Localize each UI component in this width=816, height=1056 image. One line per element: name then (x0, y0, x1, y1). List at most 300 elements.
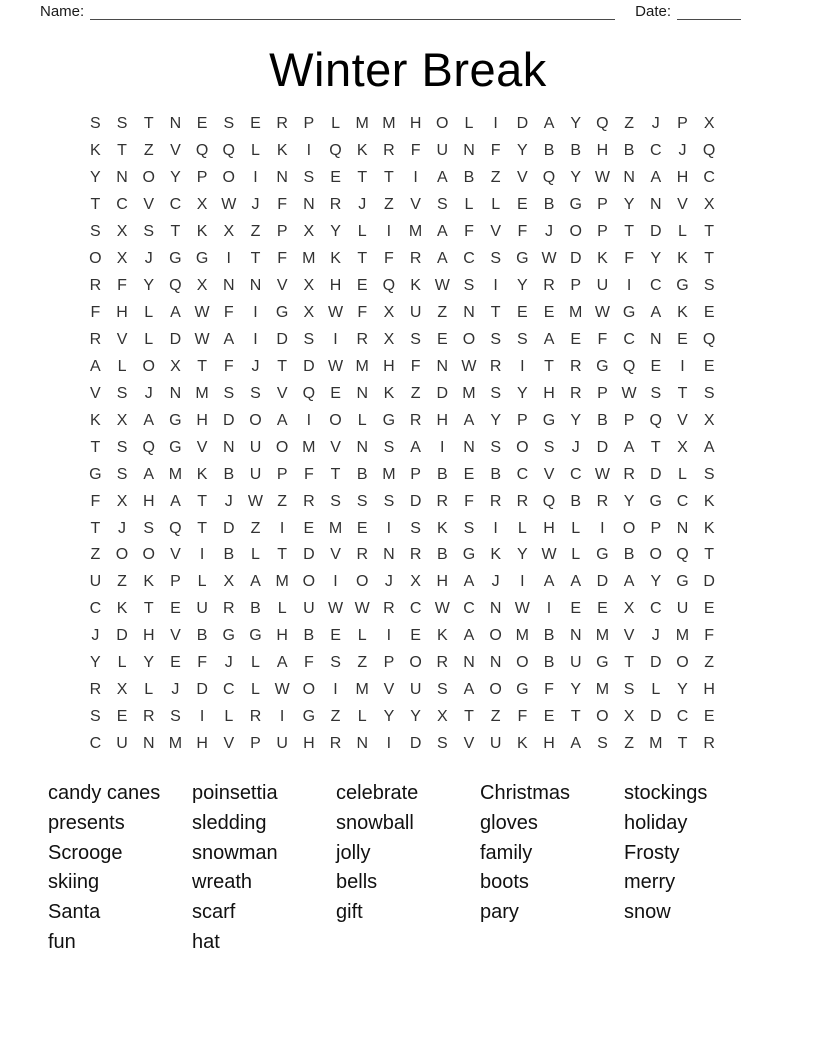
grid-letter: W (514, 600, 530, 618)
grid-letter: V (90, 384, 101, 402)
grid-letter: Q (676, 546, 689, 564)
grid-letter: A (276, 654, 288, 672)
grid-letter: Z (143, 142, 154, 160)
grid-letter: R (223, 600, 235, 618)
grid-letter: N (356, 384, 368, 402)
grid-letter: I (626, 277, 632, 295)
grid-letter: Z (490, 169, 501, 187)
grid-letter: J (91, 627, 100, 645)
grid-letter: Z (250, 223, 261, 241)
grid-letter: U (116, 735, 128, 753)
grid-letter: M (382, 115, 396, 133)
grid-letter: A (436, 250, 448, 268)
grid-letter: G (596, 546, 609, 564)
grid-letter: I (253, 330, 258, 348)
name-write-line (90, 5, 615, 20)
grid-letter: P (276, 465, 288, 483)
grid-letter: V (677, 411, 688, 429)
grid-letter: B (570, 142, 582, 160)
grid-letter: B (543, 142, 555, 160)
grid-letter: A (463, 411, 475, 429)
grid-letter: E (170, 654, 181, 672)
word-list-item: wreath (192, 871, 253, 894)
grid-letter: G (249, 627, 262, 645)
word-list-item: gift (336, 901, 363, 924)
grid-letter: O (489, 627, 502, 645)
grid-letter: L (251, 654, 260, 672)
grid-letter: A (463, 573, 475, 591)
grid-letter: X (303, 223, 315, 241)
word-list-item: pary (480, 901, 519, 924)
grid-letter: H (436, 411, 449, 429)
grid-letter: W (621, 384, 637, 402)
grid-letter: U (569, 654, 582, 672)
grid-letter: H (196, 735, 208, 753)
word-list-item: holiday (624, 811, 688, 834)
grid-letter: N (223, 438, 235, 456)
word-list-item: sledding (192, 811, 267, 834)
grid-letter: O (516, 654, 529, 672)
grid-letter: V (330, 438, 341, 456)
grid-letter: Y (623, 196, 635, 214)
grid-letter: M (328, 519, 343, 537)
grid-letter: X (170, 357, 181, 375)
word-list-column (336, 779, 480, 958)
grid-letter: S (330, 654, 341, 672)
grid-letter: V (383, 681, 395, 699)
grid-letter: I (279, 519, 285, 537)
grid-letter: L (464, 196, 474, 214)
grid-letter: Z (704, 654, 715, 672)
grid-letter: I (493, 115, 498, 133)
grid-letter: A (650, 304, 662, 322)
grid-letter: I (440, 438, 445, 456)
grid-letter: V (143, 196, 155, 214)
grid-letter: S (116, 465, 128, 483)
grid-letter: S (116, 384, 128, 402)
grid-letter: N (676, 519, 689, 537)
grid-letter: L (571, 546, 581, 564)
grid-letter: J (224, 654, 233, 672)
grid-letter: Q (302, 384, 316, 402)
grid-letter: S (250, 384, 261, 402)
grid-letter: W (594, 304, 610, 322)
grid-letter: F (544, 681, 554, 699)
grid-letter: H (329, 277, 342, 295)
grid-letter: C (89, 600, 102, 618)
word-list (48, 779, 776, 958)
grid-letter: I (386, 735, 392, 753)
grid-letter: D (596, 573, 609, 591)
grid-letter: M (408, 223, 423, 241)
grid-letter: B (623, 546, 635, 564)
grid-letter: X (116, 492, 128, 510)
grid-letter: S (356, 492, 368, 510)
grid-letter: G (622, 304, 636, 322)
grid-letter: G (169, 250, 182, 268)
grid-letter: A (543, 330, 555, 348)
grid-letter: S (436, 735, 448, 753)
grid-letter: E (703, 600, 715, 618)
grid-letter: M (302, 438, 316, 456)
grid-letter: N (249, 277, 262, 295)
grid-letter: Y (90, 169, 101, 187)
grid-letter: O (302, 681, 316, 699)
grid-letter: R (89, 330, 102, 348)
grid-letter: N (142, 735, 155, 753)
grid-letter: E (356, 277, 368, 295)
grid-letter: X (303, 277, 315, 295)
grid-letter: S (410, 519, 421, 537)
grid-letter: L (144, 304, 154, 322)
grid-letter: G (302, 708, 316, 726)
grid-letter: Y (490, 411, 501, 429)
grid-letter: H (543, 735, 555, 753)
grid-letter: R (303, 492, 315, 510)
grid-letter: T (650, 438, 661, 456)
grid-letter: B (490, 465, 501, 483)
grid-letter: G (676, 573, 689, 591)
grid-letter: C (116, 196, 128, 214)
grid-letter: Y (570, 681, 582, 699)
grid-letter: O (489, 681, 502, 699)
grid-letter: L (357, 708, 367, 726)
grid-letter: H (383, 357, 395, 375)
grid-letter: Q (542, 492, 556, 510)
grid-letter: A (143, 411, 155, 429)
grid-letter: R (89, 681, 102, 699)
grid-letter: E (116, 708, 128, 726)
grid-letter: X (196, 277, 208, 295)
grid-letter: V (463, 735, 475, 753)
grid-letter: R (623, 465, 635, 483)
grid-letter: X (116, 681, 128, 699)
grid-letter: O (142, 357, 155, 375)
grid-letter: M (168, 735, 183, 753)
grid-letter: P (623, 411, 635, 429)
grid-letter: Y (677, 681, 688, 699)
grid-letter: R (703, 735, 715, 753)
grid-letter: D (703, 573, 715, 591)
grid-letter: J (251, 196, 260, 214)
grid-letter: W (194, 330, 210, 348)
grid-letter: T (624, 654, 634, 672)
grid-letter: S (223, 384, 235, 402)
grid-letter: S (597, 735, 608, 753)
word-list-item: snow (624, 901, 671, 924)
grid-letter: J (118, 519, 127, 537)
grid-letter: K (356, 142, 368, 160)
grid-letter: P (303, 115, 315, 133)
grid-letter: H (543, 519, 555, 537)
grid-letter: Q (169, 519, 182, 537)
grid-letter: L (331, 115, 340, 133)
grid-letter: G (596, 654, 609, 672)
grid-letter: W (434, 600, 450, 618)
grid-letter: N (436, 357, 449, 375)
grid-letter: N (489, 654, 502, 672)
grid-letter: O (409, 654, 422, 672)
grid-letter: E (303, 519, 315, 537)
grid-letter: W (594, 465, 610, 483)
grid-letter: W (327, 600, 344, 618)
page-title: Winter Break (269, 43, 547, 96)
grid-letter: O (249, 411, 262, 429)
grid-letter: F (410, 357, 421, 375)
grid-letter: L (517, 519, 527, 537)
grid-letter: X (436, 708, 448, 726)
grid-letter: M (675, 627, 690, 645)
grid-letter: O (676, 654, 689, 672)
grid-letter: F (624, 250, 634, 268)
grid-letter: P (677, 115, 688, 133)
grid-letter: Y (143, 654, 155, 672)
grid-letter: W (541, 546, 557, 564)
grid-letter: B (543, 627, 555, 645)
grid-letter: A (170, 304, 181, 322)
grid-letter: R (436, 654, 449, 672)
grid-letter: K (597, 250, 608, 268)
grid-letter: M (302, 250, 316, 268)
grid-letter: M (595, 627, 610, 645)
grid-letter: L (117, 654, 127, 672)
grid-letter: D (196, 681, 208, 699)
grid-letter: N (169, 115, 182, 133)
grid-letter: C (463, 600, 475, 618)
grid-letter: F (464, 492, 474, 510)
grid-letter: V (276, 384, 288, 402)
grid-letter: V (677, 196, 688, 214)
grid-letter: C (169, 196, 182, 214)
grid-letter: I (253, 304, 258, 322)
grid-letter: G (382, 411, 396, 429)
grid-letter: W (274, 681, 290, 699)
grid-letter: X (703, 196, 715, 214)
grid-letter: R (409, 250, 422, 268)
grid-letter: C (650, 600, 662, 618)
grid-letter: N (223, 277, 235, 295)
grid-letter: Y (570, 115, 582, 133)
grid-letter: X (703, 411, 715, 429)
date-write-line (677, 5, 741, 20)
grid-letter: E (356, 519, 368, 537)
grid-letter: H (116, 304, 128, 322)
grid-letter: U (249, 465, 262, 483)
grid-letter: V (170, 142, 181, 160)
grid-letter: S (703, 277, 715, 295)
grid-letter: L (197, 573, 207, 591)
grid-letter: F (197, 654, 207, 672)
grid-letter: G (89, 465, 102, 483)
grid-letter: X (116, 250, 128, 268)
grid-letter: W (194, 304, 210, 322)
grid-letter: F (384, 250, 394, 268)
grid-letter: I (520, 573, 525, 591)
grid-letter: O (516, 438, 529, 456)
grid-letter: Q (596, 115, 609, 133)
word-list-item: candy canes (48, 782, 161, 804)
grid-letter: F (517, 708, 528, 726)
grid-letter: C (676, 492, 689, 510)
grid-letter: G (275, 304, 289, 322)
grid-letter: D (409, 492, 422, 510)
grid-letter: A (436, 169, 448, 187)
grid-letter: I (333, 681, 338, 699)
grid-letter: F (223, 357, 234, 375)
grid-letter: D (650, 708, 662, 726)
grid-letter: F (90, 492, 101, 510)
grid-letter: G (195, 250, 209, 268)
grid-letter: I (306, 411, 312, 429)
grid-letter: M (195, 384, 209, 402)
word-list-item: hat (192, 930, 220, 953)
grid-letter: A (623, 573, 635, 591)
grid-letter: Y (650, 573, 662, 591)
grid-letter: X (223, 223, 235, 241)
grid-letter: T (170, 223, 181, 241)
grid-letter: E (677, 330, 688, 348)
grid-letter: B (570, 492, 582, 510)
grid-letter: T (143, 115, 154, 133)
grid-letter: K (436, 627, 448, 645)
grid-letter: H (596, 142, 609, 160)
grid-letter: Q (622, 357, 636, 375)
grid-letter: B (250, 600, 261, 618)
grid-letter: P (597, 196, 608, 214)
grid-letter: G (222, 627, 235, 645)
grid-letter: Y (170, 169, 181, 187)
grid-letter: E (196, 115, 208, 133)
grid-letter: Z (330, 708, 341, 726)
word-list-item: Frosty (624, 841, 680, 864)
grid-letter: F (357, 304, 368, 322)
grid-letter: D (409, 735, 422, 753)
grid-letter: Q (142, 438, 155, 456)
grid-letter: R (89, 277, 102, 295)
grid-letter: U (436, 142, 449, 160)
grid-letter: N (489, 600, 502, 618)
grid-letter: Z (117, 573, 127, 591)
grid-letter: R (142, 708, 155, 726)
grid-letter: Z (277, 492, 288, 510)
grid-letter: R (249, 708, 262, 726)
header (0, 0, 816, 20)
grid-letter: P (250, 735, 261, 753)
grid-letter: T (330, 465, 341, 483)
grid-letter: Z (490, 708, 501, 726)
word-list-column (480, 779, 624, 958)
grid-letter: F (223, 304, 234, 322)
word-list-item: Christmas (480, 782, 571, 804)
grid-letter: E (463, 465, 475, 483)
grid-letter: N (169, 384, 182, 402)
grid-letter: M (569, 304, 583, 322)
grid-letter: O (569, 223, 582, 241)
grid-letter: Q (222, 142, 235, 160)
grid-letter: Y (330, 223, 341, 241)
grid-letter: F (277, 196, 288, 214)
grid-letter: D (303, 357, 315, 375)
grid-letter: J (651, 115, 660, 133)
grid-letter: F (464, 223, 474, 241)
grid-letter: K (436, 519, 448, 537)
grid-letter: A (463, 627, 475, 645)
date-label: Date: (635, 3, 671, 20)
grid-letter: L (464, 115, 474, 133)
grid-letter: T (677, 735, 688, 753)
word-list-item: bells (336, 871, 378, 894)
grid-letter: D (596, 438, 609, 456)
word-list-item: jolly (336, 841, 371, 864)
grid-letter: Z (250, 519, 261, 537)
word-list-item: Scrooge (48, 841, 123, 864)
grid-letter: F (517, 223, 528, 241)
grid-letter: Y (143, 277, 155, 295)
grid-letter: E (517, 304, 528, 322)
grid-letter: P (196, 169, 208, 187)
grid-letter: R (489, 357, 502, 375)
grid-letter: L (224, 708, 234, 726)
grid-letter: Q (169, 277, 182, 295)
grid-letter: Y (570, 411, 582, 429)
grid-letter: L (251, 142, 260, 160)
grid-letter: X (223, 573, 235, 591)
grid-letter: X (623, 600, 635, 618)
grid-letter: S (463, 519, 475, 537)
grid-letter: B (303, 627, 315, 645)
grid-letter: A (410, 438, 421, 456)
word-list-item: skiing (48, 871, 100, 894)
grid-letter: Q (329, 142, 342, 160)
grid-letter: R (356, 330, 368, 348)
word-list-item: presents (48, 811, 125, 834)
grid-letter: S (490, 438, 501, 456)
grid-letter: Z (410, 384, 421, 402)
grid-letter: H (436, 573, 449, 591)
grid-letter: Y (517, 277, 528, 295)
grid-letter: C (516, 465, 529, 483)
grid-letter: P (570, 277, 582, 295)
grid-letter: K (116, 600, 128, 618)
grid-letter: M (355, 357, 369, 375)
grid-letter: H (276, 627, 288, 645)
grid-letter: R (409, 411, 422, 429)
grid-letter: R (329, 196, 342, 214)
grid-letter: O (89, 250, 102, 268)
grid-letter: G (516, 681, 529, 699)
grid-letter: X (116, 223, 128, 241)
grid-letter: L (117, 357, 127, 375)
grid-letter: S (703, 465, 715, 483)
grid-letter: A (543, 573, 555, 591)
grid-letter: J (571, 438, 580, 456)
grid-letter: H (303, 735, 315, 753)
grid-letter: E (410, 627, 421, 645)
grid-letter: M (515, 627, 529, 645)
grid-letter: T (570, 708, 581, 726)
grid-letter: N (356, 735, 368, 753)
grid-letter: E (543, 708, 555, 726)
grid-letter: B (356, 465, 368, 483)
grid-letter: S (116, 115, 128, 133)
grid-letter: E (250, 115, 261, 133)
grid-letter: U (676, 600, 689, 618)
grid-letter: D (116, 627, 128, 645)
grid-letter: R (569, 384, 582, 402)
grid-letter: I (680, 357, 685, 375)
grid-letter: W (434, 277, 450, 295)
grid-letter: S (543, 438, 555, 456)
